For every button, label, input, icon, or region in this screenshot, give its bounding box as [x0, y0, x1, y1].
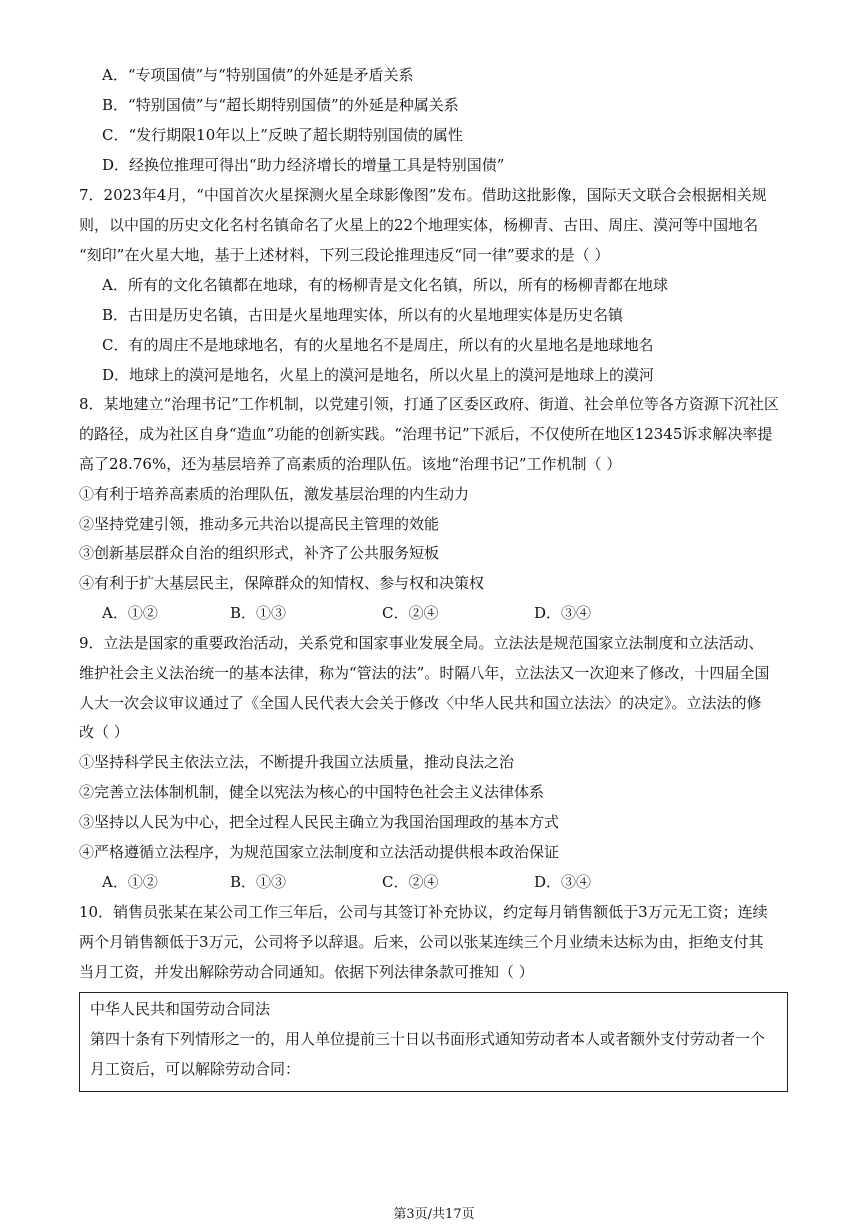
law-text-line-2: 月工资后，可以解除劳动合同：: [90, 1060, 301, 1078]
q6-option-b: B．“特别国债”与“超长期特别国债”的外延是种属关系: [102, 96, 459, 114]
q8-item-4: ④有利于扩大基层民主，保障群众的知情权、参与权和决策权: [79, 574, 485, 592]
q7-option-d: D．地球上的漠河是地名，火星上的漠河是地名，所以火星上的漠河是地球上的漠河: [102, 366, 655, 384]
q9-stem-line-2: 维护社会主义法治统一的基本法律，称为“管法的法”。时隔八年，立法法又一次迎来了修改，十四届全国: [79, 664, 770, 682]
q8-stem-line-2: 的路径，成为社区自身“造血”功能的创新实践。“治理书记”下派后，不仅使所在地区12345诉求解决率提: [79, 425, 773, 443]
law-title: 中华人民共和国劳动合同法: [90, 1000, 271, 1018]
q9-stem-line-4: 改（ ）: [79, 723, 129, 741]
q9-choice-d: D．③④: [534, 873, 592, 891]
law-text-line-1: 第四十条有下列情形之一的，用人单位提前三十日以书面形式通知劳动者本人或者额外支付劳动者一个: [90, 1030, 766, 1048]
q9-stem-line-1: 9．立法是国家的重要政治活动，关系党和国家事业发展全局。立法法是规范国家立法制度和立法活动、: [79, 634, 764, 652]
q8-stem-line-3: 高了28.76%，还为基层培养了高素质的治理队伍。该地“治理书记”工作机制（ ）: [79, 455, 622, 473]
q8-choice-c: C．②④: [382, 604, 439, 622]
q7-option-c: C．有的周庄不是地球地名，有的火星地名不是周庄，所以有的火星地名是地球地名: [102, 336, 654, 354]
q9-choice-c: C．②④: [382, 873, 439, 891]
q8-item-2: ②坚持党建引领，推动多元共治以提高民主管理的效能: [79, 515, 440, 533]
q8-item-1: ①有利于培养高素质的治理队伍，激发基层治理的内生动力: [79, 485, 470, 503]
q10-stem-line-1: 10．销售员张某在某公司工作三年后，公司与其签订补充协议，约定每月销售额低于3万元无工资；连续: [79, 903, 768, 921]
q9-item-2: ②完善立法体制机制，健全以宪法为核心的中国特色社会主义法律体系: [79, 783, 545, 801]
q10-stem-line-3: 当月工资，并发出解除劳动合同通知。依据下列法律条款可推知（ ）: [79, 963, 534, 981]
q8-item-3: ③创新基层群众自治的组织形式，补齐了公共服务短板: [79, 544, 440, 562]
q7-option-a: A．所有的文化名镇都在地球，有的杨柳青是文化名镇，所以，所有的杨柳青都在地球: [102, 276, 668, 294]
q6-option-d: D．经换位推理可得出“助力经济增长的增量工具是特别国债”: [102, 156, 505, 174]
q9-item-4: ④严格遵循立法程序，为规范国家立法制度和立法活动提供根本政治保证: [79, 843, 560, 861]
q7-stem-line-1: 7．2023年4月，“中国首次火星探测火星全球影像图”发布。借助这批影像，国际天文联合会根据相关规: [79, 186, 767, 204]
q7-option-b: B．古田是历史名镇，古田是火星地理实体，所以有的火星地理实体是历史名镇: [102, 306, 624, 324]
q7-stem-line-2: 则，以中国的历史文化名村名镇命名了火星上的22个地理实体，杨柳青、古田、周庄、漠河等中国地名: [79, 216, 759, 234]
q9-item-1: ①坚持科学民主依法立法，不断提升我国立法质量，推动良法之治: [79, 753, 515, 771]
q10-stem-line-2: 两个月销售额低于3万元，公司将予以辞退。后来，公司以张某连续三个月业绩未达标为由，拒绝支付其: [79, 933, 764, 951]
q8-stem-line-1: 8．某地建立“治理书记”工作机制，以党建引领，打通了区委区政府、街道、社会单位等各方资源下沉社区: [79, 395, 779, 413]
q9-stem-line-3: 人大一次会议审议通过了《全国人民代表大会关于修改〈中华人民共和国立法法〉的决定》。立法法的修: [79, 694, 762, 712]
q6-option-a: A．“专项国债”与“特别国债”的外延是矛盾关系: [102, 66, 414, 84]
q9-choice-b: B．①③: [230, 873, 287, 891]
q8-choice-b: B．①③: [230, 604, 287, 622]
q8-choice-d: D．③④: [534, 604, 592, 622]
q9-choice-a: A．①②: [102, 873, 158, 891]
law-excerpt-box: [79, 992, 788, 1092]
q7-stem-line-3: “刻印”在火星大地，基于上述材料，下列三段论推理违反“同一律”要求的是（ ）: [79, 246, 610, 264]
q6-option-c: C．“发行期限10年以上”反映了超长期特别国债的属性: [102, 126, 463, 144]
page-number: 第3页/共17页: [393, 1207, 475, 1222]
q8-choice-a: A．①②: [102, 604, 158, 622]
q9-item-3: ③坚持以人民为中心，把全过程人民民主确立为我国治国理政的基本方式: [79, 813, 560, 831]
